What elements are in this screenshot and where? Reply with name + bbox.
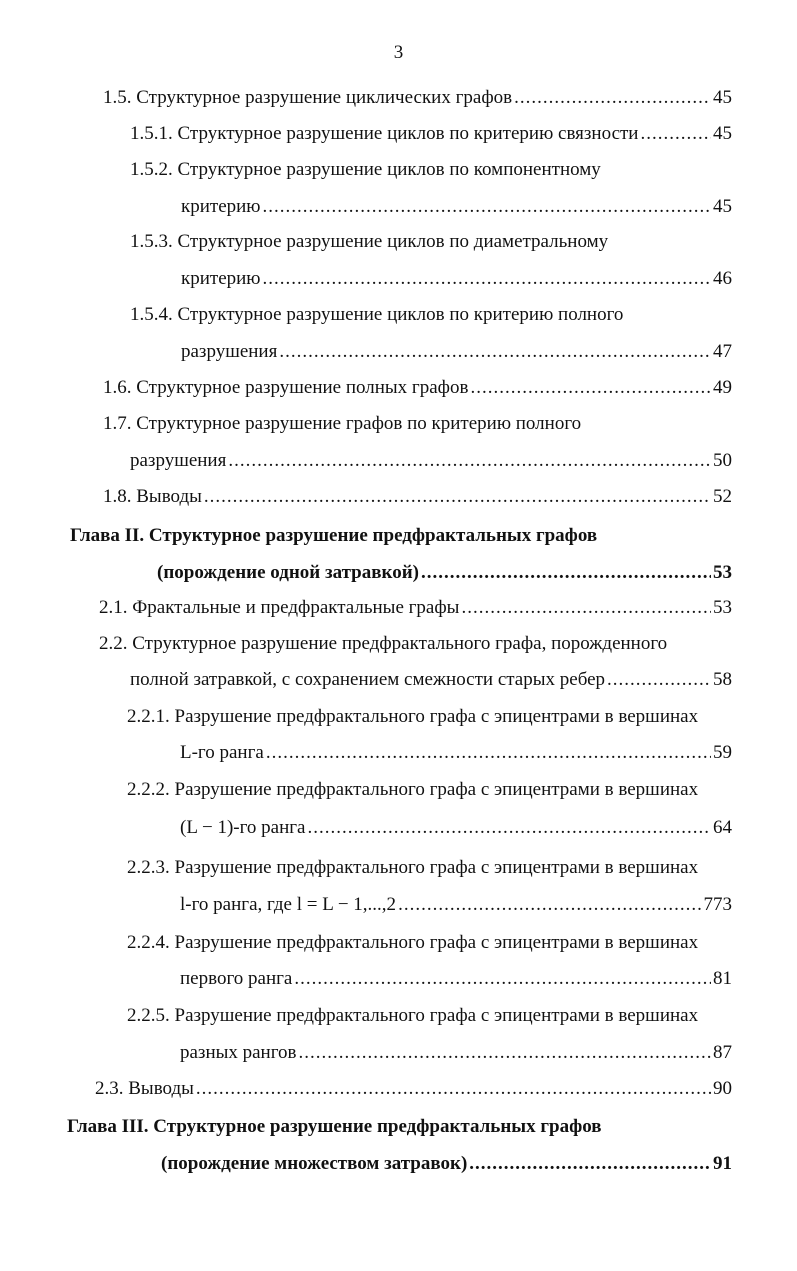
toc-entry-title-continuation: l-го ранга, где l = L − 1,...,2	[180, 894, 397, 915]
toc-entry-2-2-1-continuation[interactable]	[180, 741, 732, 765]
toc-entry-title-continuation: разрушения	[130, 450, 227, 471]
toc-entry-title: 2.2.1. Разрушение предфрактального графа с эпицентрами в вершинах	[127, 706, 699, 727]
toc-entry-title: 2.3. Выводы	[95, 1078, 194, 1099]
dot-leader	[607, 668, 711, 692]
toc-page-number: 81	[713, 968, 732, 989]
toc-entry-title: 1.8. Выводы	[103, 486, 202, 507]
toc-page-number: 64	[713, 817, 732, 838]
toc-entry-title: 2.2.3. Разрушение предфрактального графа с эпицентрами в вершинах	[127, 857, 699, 878]
toc-entry-2-2-3[interactable]	[127, 856, 698, 880]
toc-entry-2-2-5[interactable]	[127, 1004, 698, 1028]
toc-chapter-title-continuation: (порождение одной затравкой)	[157, 562, 419, 583]
toc-entry-title-continuation: критерию	[181, 268, 261, 289]
dot-leader	[266, 741, 711, 765]
toc-page-number: 46	[713, 268, 732, 289]
toc-entry-1-5-1[interactable]	[130, 122, 732, 146]
toc-entry-1-7-continuation[interactable]	[130, 449, 732, 473]
toc-entry-1-6[interactable]	[103, 376, 732, 400]
dot-leader	[398, 893, 701, 917]
toc-page-number: 49	[713, 377, 732, 398]
toc-chapter-2[interactable]	[70, 524, 597, 548]
toc-entry-1-8[interactable]	[103, 485, 732, 509]
toc-entry-2-1[interactable]	[99, 596, 732, 620]
toc-entry-title: 2.2.4. Разрушение предфрактального графа с эпицентрами в вершинах	[127, 932, 699, 953]
dot-leader	[299, 1041, 711, 1065]
toc-chapter-title: Глава II. Структурное разрушение предфрактальных графов	[70, 525, 598, 546]
dot-leader	[204, 485, 711, 509]
toc-page-number: 53	[713, 562, 732, 583]
page-number: 3	[393, 42, 404, 63]
toc-entry-2-2-4[interactable]	[127, 931, 698, 955]
dot-leader	[279, 340, 711, 364]
toc-entry-2-2-4-continuation[interactable]	[180, 967, 732, 991]
toc-entry-1-7[interactable]	[103, 412, 581, 436]
toc-entry-1-5-2-continuation[interactable]	[181, 195, 732, 219]
toc-chapter-3[interactable]	[67, 1115, 602, 1139]
toc-entry-title: 1.7. Структурное разрушение графов по критерию полного	[103, 413, 582, 434]
toc-entry-2-2-5-continuation[interactable]	[180, 1041, 732, 1065]
toc-page-number: 52	[713, 486, 732, 507]
toc-chapter-title: Глава III. Структурное разрушение предфрактальных графов	[67, 1116, 602, 1137]
toc-entry-title-continuation: разрушения	[181, 341, 278, 362]
dot-leader	[470, 376, 711, 400]
dot-leader	[640, 122, 711, 146]
toc-entry-1-5-4[interactable]	[130, 303, 623, 327]
toc-entry-1-5-3-continuation[interactable]	[181, 267, 732, 291]
toc-page-number: 47	[713, 341, 732, 362]
toc-entry-title-continuation: разных рангов	[180, 1042, 297, 1063]
toc-entry-title-continuation: L-го ранга	[180, 742, 264, 763]
toc-page-number: 45	[713, 196, 732, 217]
toc-entry-title-continuation: первого ранга	[180, 968, 293, 989]
toc-entry-title-continuation: (L − 1)-го ранга	[180, 817, 306, 838]
toc-entry-title: 2.2. Структурное разрушение предфрактального графа, порожденного	[99, 633, 668, 654]
dot-leader	[514, 86, 711, 110]
toc-entry-title: 2.2.2. Разрушение предфрактального графа с эпицентрами в вершинах	[127, 779, 699, 800]
toc-entry-1-5-2[interactable]	[130, 158, 601, 182]
toc-page-number: 45	[713, 123, 732, 144]
dot-leader	[461, 596, 711, 620]
toc-page-number: 91	[713, 1153, 732, 1174]
dot-leader	[308, 816, 712, 840]
toc-page-number: 58	[713, 669, 732, 690]
toc-page-number: 59	[713, 742, 732, 763]
toc-entry-title-continuation: критерию	[181, 196, 261, 217]
toc-entry-2-2-continuation[interactable]	[130, 668, 732, 692]
toc-entry-1-5-4-continuation[interactable]	[181, 340, 732, 364]
toc-entry-2-2-1[interactable]	[127, 705, 698, 729]
toc-entry-title: 2.1. Фрактальные и предфрактальные графы	[99, 597, 460, 618]
toc-entry-title: 1.5.3. Структурное разрушение циклов по диаметральному	[130, 231, 609, 252]
toc-chapter-3-continuation[interactable]	[161, 1152, 732, 1176]
dot-leader	[469, 1152, 711, 1176]
toc-entry-2-2-2[interactable]	[127, 778, 698, 802]
dot-leader	[263, 195, 712, 219]
toc-page-number: 53	[713, 597, 732, 618]
toc-entry-title: 1.6. Структурное разрушение полных графов	[103, 377, 469, 398]
toc-page-number: 90	[713, 1078, 732, 1099]
toc-page-number: 45	[713, 87, 732, 108]
dot-leader	[228, 449, 711, 473]
dot-leader	[294, 967, 711, 991]
toc-chapter-2-continuation[interactable]	[157, 561, 732, 585]
toc-page-number: 50	[713, 450, 732, 471]
toc-entry-title: 1.5.2. Структурное разрушение циклов по компонентному	[130, 159, 601, 180]
toc-entry-2-3[interactable]	[95, 1077, 732, 1101]
toc-page-number: 87	[713, 1042, 732, 1063]
toc-entry-title: 1.5. Структурное разрушение циклических графов	[103, 87, 513, 108]
toc-entry-title-continuation: полной затравкой, с сохранением смежности старых ребер	[130, 669, 606, 690]
toc-page-number: 773	[703, 894, 732, 915]
toc-entry-title: 2.2.5. Разрушение предфрактального графа с эпицентрами в вершинах	[127, 1005, 699, 1026]
toc-entry-2-2[interactable]	[99, 632, 667, 656]
toc-entry-1-5-3[interactable]	[130, 230, 608, 254]
toc-entry-2-2-3-continuation[interactable]	[180, 893, 732, 917]
toc-entry-title: 1.5.1. Структурное разрушение циклов по критерию связности	[130, 123, 639, 144]
toc-entry-2-2-2-continuation[interactable]	[180, 816, 732, 840]
dot-leader	[421, 561, 711, 585]
dot-leader	[263, 267, 712, 291]
toc-chapter-title-continuation: (порождение множеством затравок)	[161, 1153, 468, 1174]
dot-leader	[196, 1077, 711, 1101]
toc-entry-title: 1.5.4. Структурное разрушение циклов по критерию полного	[130, 304, 624, 325]
toc-entry-1-5[interactable]	[103, 86, 732, 110]
